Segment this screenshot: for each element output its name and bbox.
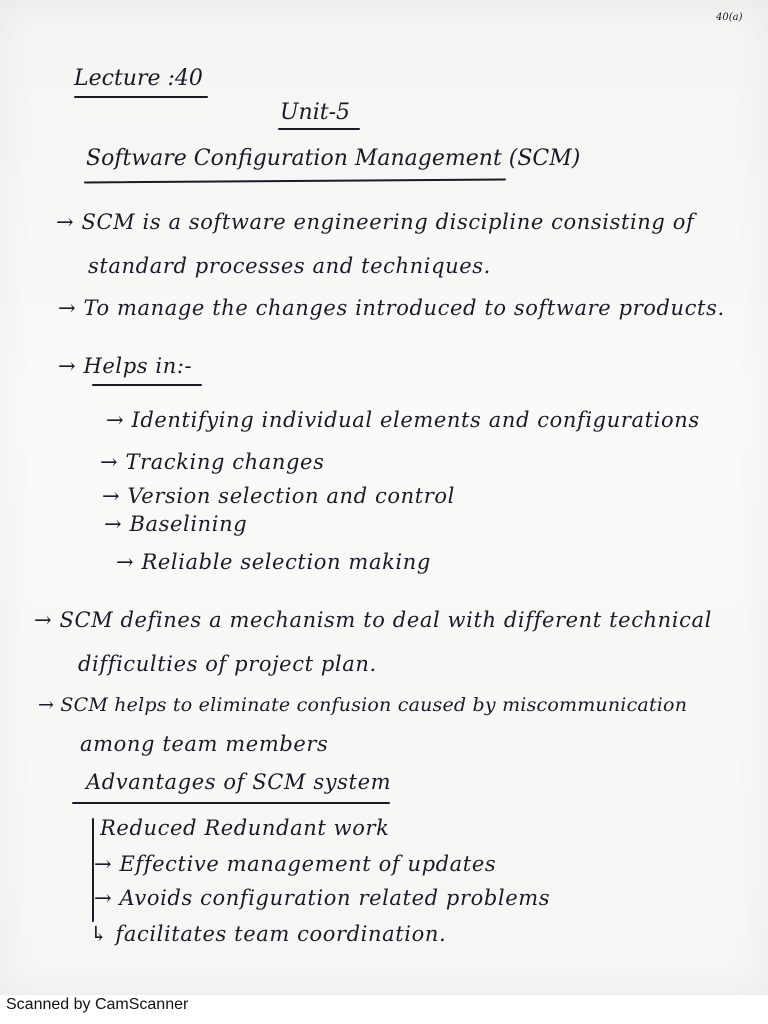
advantages-item-1: Reduced Redundant work [100,816,390,840]
intro-line-2: standard processes and techniques. [88,254,491,278]
advantages-underline [72,802,390,804]
defines-line-2: difficulties of project plan. [78,652,377,676]
intro-line-1: → SCM is a software engineering discipline consisting of [56,210,695,234]
lecture-heading: Lecture :40 [74,66,203,91]
helps-item-5: → Reliable selection making [116,550,431,574]
scanner-watermark: Scanned by CamScanner [6,996,189,1013]
defines-line-1: → SCM defines a mechanism to deal with different technical [34,608,712,632]
advantages-item-3: → Avoids configuration related problems [94,886,551,910]
page-title: Software Configuration Management (SCM) [86,146,581,171]
helps-underline [92,384,202,386]
advantages-item-4: ↳ facilitates team coordination. [90,922,447,946]
unit-underline [278,128,360,130]
title-underline [84,179,506,184]
lecture-underline [74,96,208,98]
intro-line-3: → To manage the changes introduced to software products. [58,296,725,320]
helps-item-1: → Identifying individual elements and configurations [106,408,700,432]
page-number: 40(a) [716,12,743,23]
advantages-heading: Advantages of SCM system [86,770,392,794]
eliminates-line-1: → SCM helps to eliminate confusion caused by miscommunication [38,694,688,716]
advantages-item-2: → Effective management of updates [94,852,497,876]
unit-heading: Unit-5 [280,100,351,125]
helps-item-2: → Tracking changes [100,450,325,474]
helps-item-3: → Version selection and control [102,484,455,508]
helps-heading: → Helps in:- [58,354,193,378]
eliminates-line-2: among team members [80,732,329,756]
helps-item-4: → Baselining [104,512,248,536]
